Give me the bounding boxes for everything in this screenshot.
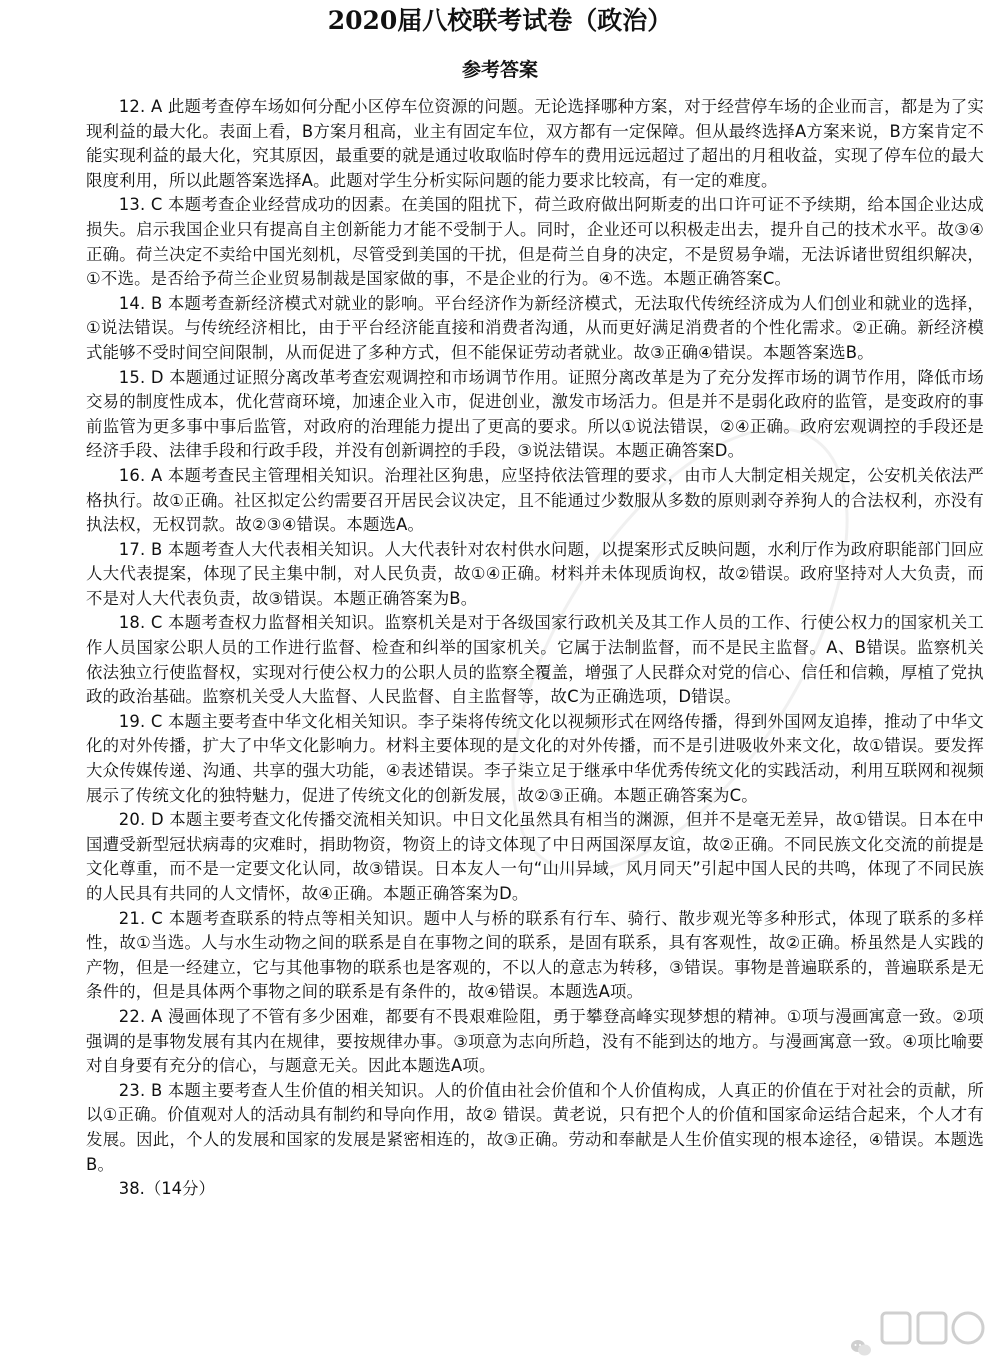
answer-item-16: 16. A 本题考查民主管理相关知识。治理社区狗患，应坚持依法管理的要求，由市人大制定相关规定，公安机关依法严格执行。故①正确。社区拟定公约需要召开居民会议决定，且不能通过少数服从多数的原则剥夺养狗人的合法权利，亦没有执法权，无权罚款。故②③④错误。本题选A。 (86, 465, 984, 535)
wechat-icon (850, 1339, 872, 1357)
answer-item-12: 12. A 此题考查停车场如何分配小区停车位资源的问题。无论选择哪种方案，对于经营停车场的企业而言，都是为了实现利益的最大化。表面上看，B方案月租高，业主有固定车位，双方都有一定保障。但从最终选择A方案来说，B方案肯定不能实现利益的最大化，究其原因，最重要的就是通过收取临时停车的费用远远超过了超出的月租收益，实现了停车位的最大限度利用，所以此题答案选择A。此题对学生分析实际问题的能力要求比较高，有一定的难度。 (86, 97, 984, 190)
brand-logo-icon (878, 1307, 988, 1357)
answer-item-18: 18. C 本题考查权力监督相关知识。监察机关是对于各级国家行政机关及其工作人员的工作、行使公权力的国家机关工作人员国家公职人员的工作进行监督、检查和纠举的国家机关。它属于法制监督，而不是民主监督。A、B错误。监察机关依法独立行使监督权，实现对行使公权力的公职人员的监察全覆盖，增强了人民群众对党的信心、信任和信赖，厚植了党执政的政治基础。监察机关受人大监督、人民监督、自主监督等，故C为正确选项，D错误。 (86, 613, 984, 707)
answer-item-14: 14. B 本题考查新经济模式对就业的影响。平台经济作为新经济模式，无法取代传统经济成为人们创业和就业的选择，①说法错误。与传统经济相比，由于平台经济能直接和消费者沟通，从而更好满足消费者的个性化需求。②正确。新经济模式能够不受时间空间限制，从而促进了多种方式，但不能保证劳动者就业。故③正确④错误。本题答案选B。 (86, 293, 984, 362)
answer-item-17: 17. B 本题考查人大代表相关知识。人大代表针对农村供水问题，以提案形式反映问题，水利厅作为政府职能部门回应人大代表提案，体现了民主集中制，对人民负责，故①④正确。材料并未体现质询权，故②错误。政府坚持对人大负责，而不是对人大代表负责，故③错误。本题正确答案为B。 (86, 539, 984, 608)
answer-item-38-heading: 38.（14分） (118, 1179, 215, 1199)
answer-item-23: 23. B 本题主要考查人生价值的相关知识。人的价值由社会价值和个人价值构成，人真正的价值在于对社会的贡献，所以①正确。价值观对人的活动具有制约和导向作用，故② 错误。黄老说，只有把个人的价值和国家命运结合起来，个人才有发展。因此，个人的发展和国家的发展是紧密相连的，故③正确。劳动和奉献是人生价值实现的根本途径，④错误。本题选B。 (86, 1080, 984, 1174)
answer-item-19: 19. C 本题主要考查中华文化相关知识。李子柒将传统文化以视频形式在网络传播，得到外国网友追捧，推动了中华文化的对外传播，扩大了中华文化影响力。材料主要体现的是文化的对外传播，而不是引进吸收外来文化，故①错误。要发挥大众传媒传递、沟通、共享的强大功能，④表述错误。李子柒立足于继承中华优秀传统文化的实践活动，利用互联网和视频展示了传统文化的独特魅力，促进了传统文化的创新发展，故②③正确。本题正确答案为C。 (86, 711, 984, 805)
page-subtitle: 参考答案 (461, 59, 538, 81)
answer-item-20: 20. D 本题主要考查文化传播交流相关知识。中日文化虽然具有相当的渊源，但并不是毫无差异，故①错误。日本在中国遭受新型冠状病毒的灾难时，捐助物资，物资上的诗文体现了中日两国深厚友谊，故②正确。不同民族文化交流的前提是文化尊重，而不是一定要文化认同，故③错误。日本友人一句“山川异域，风月同天”引起中国人民的共鸣，体现了不同民族的人民具有共同的人文情怀，故④正确。本题正确答案为D。 (86, 810, 984, 903)
answer-item-13: 13. C 本题考查企业经营成功的因素。在美国的阻扰下，荷兰政府做出阿斯麦的出口许可证不予续期，给本国企业达成损失。启示我国企业只有提高自主创新能力才能不受制于人。同时，企业还可以积极走出去，提升自己的技术水平。故③④正确。荷兰决定不卖给中国光刻机，尽管受到美国的干扰，但是荷兰自身的决定，不是贸易争端，无法诉诸世贸组织解决，①不选。是否给予荷兰企业贸易制裁是国家做的事，不是企业的行为。④不选。本题正确答案C。 (86, 195, 984, 289)
page-title: 2020届八校联考试卷（政治） (327, 6, 673, 35)
answer-list (86, 95, 984, 1218)
site-watermark-logo (850, 1307, 988, 1357)
answer-item-15: 15. D 本题通过证照分离改革考查宏观调控和市场调节作用。证照分离改革是为了充分发挥市场的调节作用，降低市场交易的制度性成本，优化营商环境，加速企业入市，促进创业，激发市场活力。但是并不是弱化政府的监管，是变政府的事前监管为更多事中事后监管，对政府的治理能力提出了更高的要求。所以①说法错误，②④正确。政府宏观调控的手段还是经济手段、法律手段和行政手段，并没有创新调控的手段，③说法错误。本题正确答案D。 (86, 367, 984, 461)
answer-item-22: 22. A 漫画体现了不管有多少困难，都要有不畏艰难险阻，勇于攀登高峰实现梦想的精神。①项与漫画寓意一致。②项强调的是事物发展有其内在规律，要按规律办事。③项意为志向所趋，没有不能到达的地方。与漫画寓意一致。④项比喻要对自身要有充分的信心，与题意无关。因此本题选A项。 (86, 1006, 984, 1076)
answer-item-21: 21. C 本题考查联系的特点等相关知识。题中人与桥的联系有行车、骑行、散步观光等多种形式，体现了联系的多样性，故①当选。人与水生动物之间的联系是自在事物之间的联系，是固有联系，具有客观性，故②正确。桥虽然是人实践的产物，但是一经建立，它与其他事物的联系也是客观的，不以人的意志为转移，③错误。事物是普遍联系的，普遍联系是无条件的，但是具体两个事物之间的联系是有条件的，故④错误。本题选A项。 (86, 908, 984, 1002)
